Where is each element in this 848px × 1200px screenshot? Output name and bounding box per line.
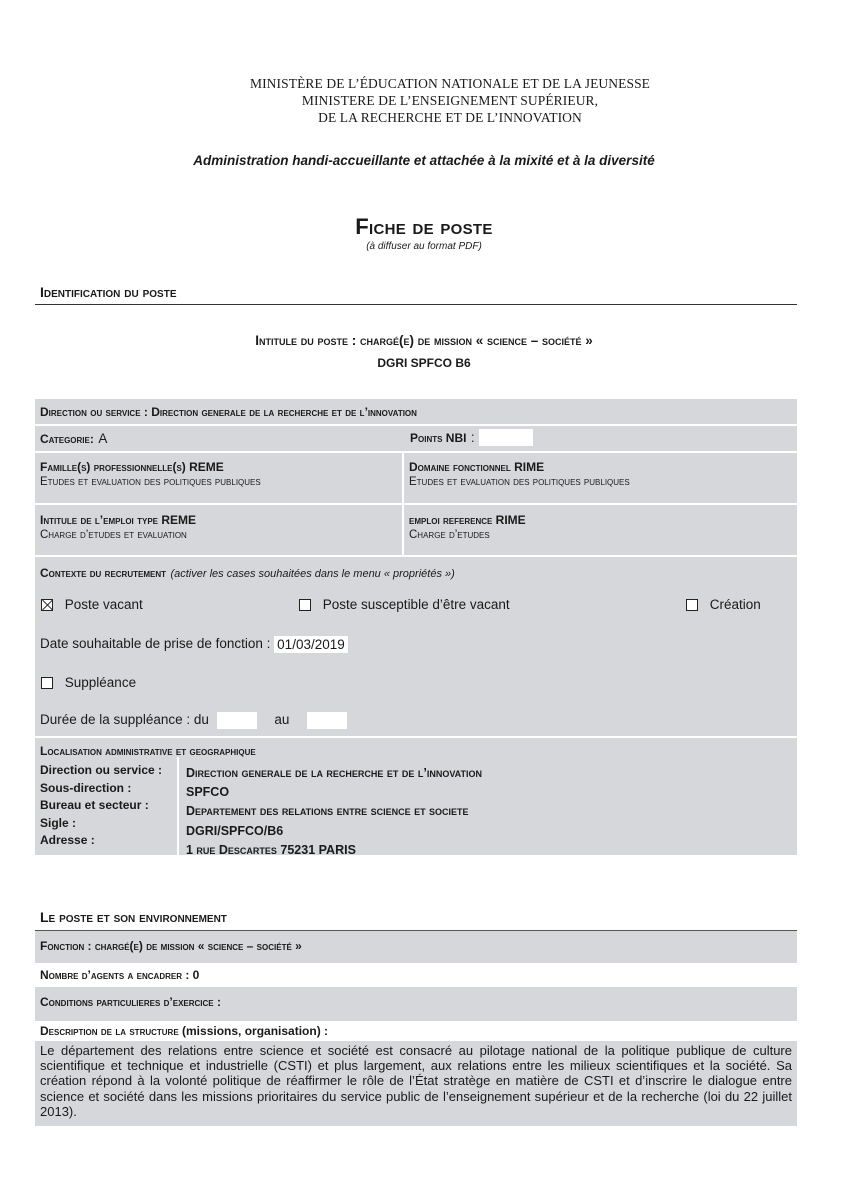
slogan: Administration handi-accueillante et attachée à la mixité et à la diversité bbox=[193, 153, 655, 168]
emploi-type-label: Intitule de l’emploi type REME bbox=[40, 513, 197, 527]
contexte-heading bbox=[40, 564, 455, 582]
emploi-type-value: Charge d’etudes et evaluation bbox=[40, 529, 187, 541]
environnement-box bbox=[35, 930, 797, 1126]
date-field[interactable]: 01/03/2019 bbox=[274, 636, 348, 653]
duree-row bbox=[40, 712, 347, 729]
loc-value-direction: Direction generale de la recherche et de l’innovation bbox=[186, 766, 482, 780]
fonction-row bbox=[35, 930, 797, 963]
conditions-row bbox=[35, 987, 797, 1021]
creation-checkbox[interactable] bbox=[686, 599, 698, 611]
duree-au-label: au bbox=[274, 712, 290, 728]
nbi-colon: : bbox=[470, 430, 475, 445]
nbi-label: Points NBI bbox=[410, 431, 467, 445]
section-rule bbox=[35, 304, 797, 305]
loc-value-bureau: Departement des relations entre science et societe bbox=[186, 804, 469, 819]
poste-vacant-label: Poste vacant bbox=[64, 597, 143, 612]
job-title-label: Intitule du poste : bbox=[255, 333, 357, 348]
loc-value-adresse: 1 rue Descartes 75231 PARIS bbox=[186, 842, 356, 857]
option-poste-vacant[interactable] bbox=[41, 597, 143, 612]
localisation-heading: Localisation administrative et geographique bbox=[40, 744, 256, 758]
section-identification: Identification du poste bbox=[40, 284, 177, 300]
job-title-value: chargé(e) de mission « science – société » bbox=[359, 333, 593, 348]
emploi-ref-label: emploi reference RIME bbox=[409, 513, 526, 527]
emploi-type-cell bbox=[40, 513, 196, 543]
categorie-row bbox=[40, 430, 107, 448]
agents-text: Nombre d’agents a encadrer : 0 bbox=[40, 968, 200, 982]
loc-label-bureau: Bureau et secteur : bbox=[40, 798, 149, 812]
description-label: Description de la structure bbox=[40, 1024, 179, 1038]
contexte-label: Contexte du recrutement bbox=[40, 566, 167, 580]
famille-value: Etudes et evaluation des politiques publiques bbox=[40, 476, 261, 488]
localisation-labels bbox=[40, 762, 162, 850]
option-suppleance[interactable] bbox=[41, 675, 136, 690]
categorie-label: Categorie: bbox=[40, 432, 94, 446]
poste-susceptible-label: Poste susceptible d’être vacant bbox=[322, 597, 510, 612]
emploi-ref-value: Charge d’etudes bbox=[409, 529, 490, 541]
loc-value-sigle: DGRI/SPFCO/B6 bbox=[186, 823, 284, 838]
job-code: DGRI SPFCO B6 bbox=[377, 356, 471, 370]
domaine-cell bbox=[409, 460, 630, 490]
ministry-line-1: MINISTÈRE DE L’ÉDUCATION NATIONALE ET DE LA JEUNESSE bbox=[249, 76, 651, 91]
emploi-ref-cell bbox=[409, 513, 526, 543]
loc-label-direction: Direction ou service : bbox=[40, 763, 163, 777]
description-hint: (missions, organisation) : bbox=[182, 1024, 329, 1038]
loc-label-adresse: Adresse : bbox=[40, 833, 95, 847]
duree-label: Durée de la suppléance : du bbox=[40, 712, 209, 728]
nbi-row bbox=[410, 429, 533, 447]
direction-label: Direction ou service : bbox=[40, 405, 148, 419]
suppleance-label: Suppléance bbox=[64, 675, 137, 690]
page-title: Fiche de poste bbox=[355, 214, 493, 239]
job-info-grid bbox=[35, 399, 797, 855]
conditions-text: Conditions particulieres d’exercice : bbox=[40, 995, 221, 1009]
page-subtitle: (à diffuser au format PDF) bbox=[366, 241, 482, 252]
loc-label-sigle: Sigle : bbox=[40, 815, 77, 830]
description-heading bbox=[40, 1024, 328, 1038]
section-environnement: Le poste et son environnement bbox=[40, 909, 227, 925]
creation-label: Création bbox=[709, 597, 761, 612]
poste-susceptible-checkbox[interactable] bbox=[299, 599, 311, 611]
famille-cell bbox=[40, 460, 261, 490]
ministry-line-2: MINISTERE DE L’ENSEIGNEMENT SUPÉRIEUR, bbox=[301, 93, 599, 108]
ministry-line-3: DE LA RECHERCHE ET DE L’INNOVATION bbox=[318, 110, 582, 125]
description-head-row bbox=[35, 1021, 797, 1041]
nbi-field[interactable] bbox=[479, 429, 533, 446]
option-creation[interactable] bbox=[686, 597, 761, 612]
option-poste-susceptible[interactable] bbox=[299, 597, 510, 612]
loc-label-sous-direction: Sous-direction : bbox=[40, 780, 132, 795]
suppleance-checkbox[interactable] bbox=[41, 677, 53, 689]
contexte-hint: (activer les cases souhaitées dans le menu « propriétés ») bbox=[170, 568, 455, 580]
categorie-value: A bbox=[98, 431, 108, 446]
description-text: Le département des relations entre science et société est consacré au pilotage national de la politique publique de culture scientifique et technique et industrielle (CSTI) et plus largement, aux relations entre les milieux scientifiques et la société. Sa création répond à la volonté politique de réaffirmer le rôle de l’État stratège en matière de CSTI et d’inscrire le dialogue entre science et société dans les missions prioritaires du service public de l’enseignement supérieur et de la recherche (loi du 22 juillet 2013). bbox=[40, 1043, 792, 1119]
job-title-line bbox=[0, 333, 848, 348]
agents-row bbox=[35, 963, 797, 987]
fonction-text: Fonction : chargé(e) de mission « science – société » bbox=[40, 939, 302, 953]
date-row bbox=[40, 636, 348, 653]
direction-row bbox=[40, 405, 417, 420]
duree-du-field[interactable] bbox=[217, 712, 257, 729]
direction-value: Direction generale de la recherche et de l’innovation bbox=[151, 405, 417, 419]
poste-vacant-checkbox[interactable] bbox=[41, 599, 53, 611]
duree-au-field[interactable] bbox=[307, 712, 347, 729]
description-body-row bbox=[35, 1041, 797, 1126]
localisation-values bbox=[186, 764, 482, 860]
domaine-value: Etudes et evaluation des politiques publiques bbox=[409, 476, 630, 488]
domaine-label: Domaine fonctionnel RIME bbox=[409, 460, 545, 474]
date-label: Date souhaitable de prise de fonction : bbox=[40, 636, 271, 652]
loc-value-sous-direction: SPFCO bbox=[186, 785, 230, 800]
famille-label: Famille(s) professionnelle(s) REME bbox=[40, 460, 224, 474]
